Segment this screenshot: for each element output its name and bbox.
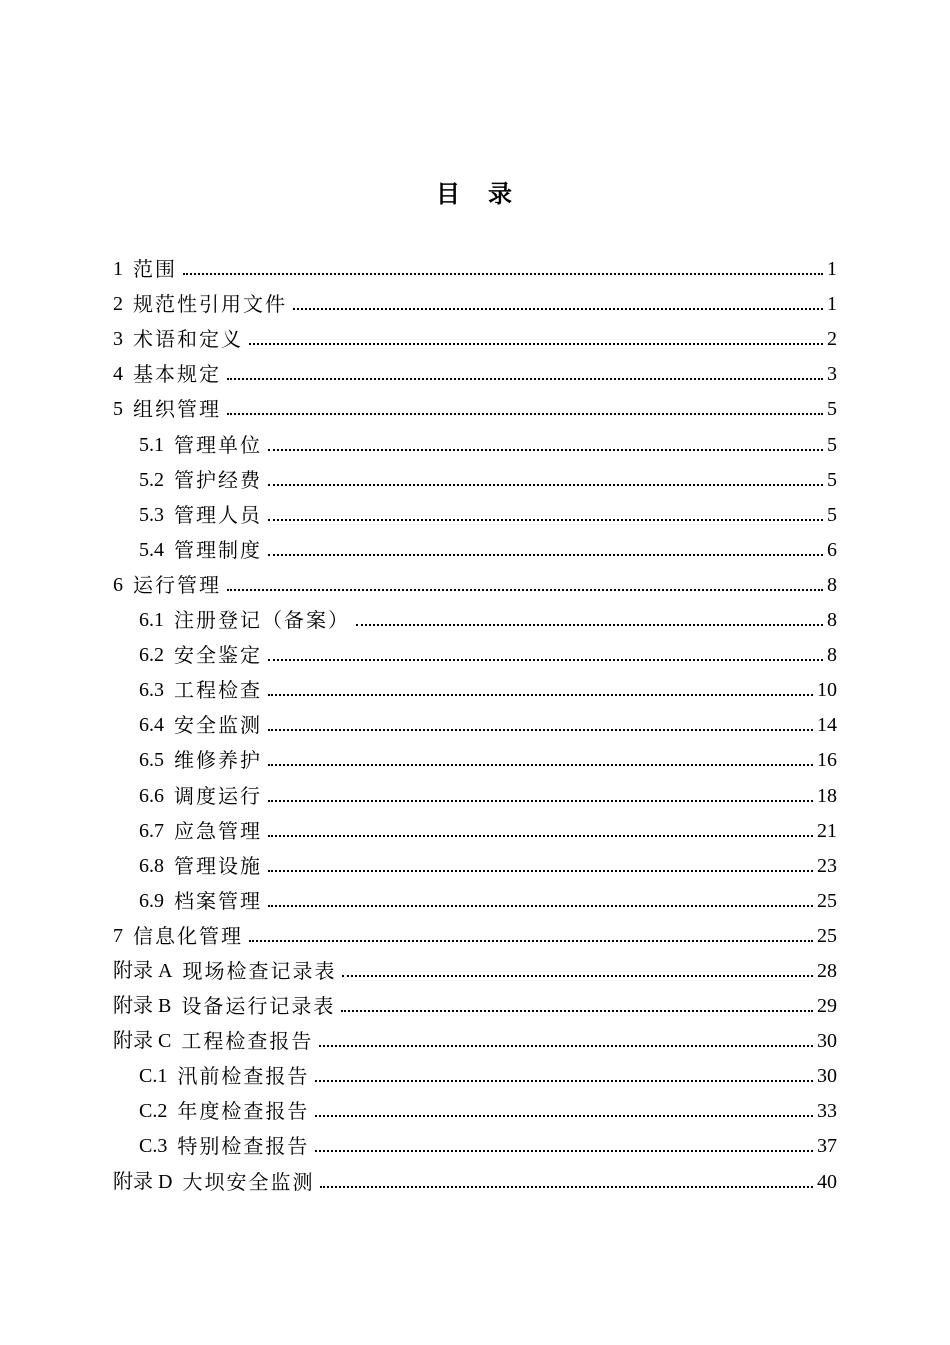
toc-entry-page-number: 1 [827,293,837,316]
toc-entry-page-number: 3 [827,363,837,386]
toc-entry-label: 设备运行记录表 [181,994,336,1019]
dot-leader [315,1080,813,1082]
toc-entry-number: 2 [113,293,123,316]
toc-entry-number: C.1 [139,1065,168,1088]
toc-entry-page-number: 33 [817,1100,837,1123]
toc-list [113,246,837,1194]
toc-entry-label: 调度运行 [174,783,262,808]
dot-leader [320,1186,813,1188]
dot-leader [268,870,813,872]
toc-entry[interactable] [113,983,837,1018]
toc-entry[interactable] [113,1158,837,1193]
toc-entry-label: 管理制度 [174,537,262,562]
toc-entry-number: 6 [113,573,123,596]
toc-entry[interactable] [113,1018,837,1053]
toc-entry[interactable] [113,386,837,421]
toc-entry-number: 附录 C [113,1030,172,1053]
dot-leader [227,378,823,380]
dot-leader [342,975,813,977]
toc-entry-number: 7 [113,924,123,947]
toc-entry-label: 维修养护 [174,748,262,773]
toc-entry[interactable] [113,1123,837,1158]
toc-entry-page-number: 21 [817,819,837,842]
toc-entry-number: 6.9 [139,889,164,912]
toc-entry-page-number: 8 [827,609,837,632]
toc-entry-page-number: 6 [827,538,837,561]
dot-leader [268,484,823,486]
toc-entry[interactable] [113,527,837,562]
toc-entry[interactable] [113,597,837,632]
dot-leader [249,940,813,942]
dot-leader [183,273,823,275]
toc-entry-label: 特别检查报告 [177,1134,310,1159]
toc-entry[interactable] [113,562,837,597]
toc-entry-number: 6.4 [139,714,164,737]
toc-entry-number: C.2 [139,1100,168,1123]
toc-entry[interactable] [113,632,837,667]
toc-entry[interactable] [113,421,837,456]
toc-entry-label: 管护经费 [174,467,262,492]
toc-entry-page-number: 8 [827,573,837,596]
toc-entry-number: 6.3 [139,679,164,702]
toc-entry-page-number: 18 [817,784,837,807]
toc-entry[interactable] [113,246,837,281]
toc-entry[interactable] [113,316,837,351]
dot-leader [268,659,823,661]
toc-entry[interactable] [113,457,837,492]
toc-entry-number: 5.1 [139,433,164,456]
toc-entry-label: 档案管理 [174,888,262,913]
toc-entry-page-number: 2 [827,328,837,351]
dot-leader [227,413,823,415]
toc-entry[interactable] [113,737,837,772]
toc-entry-page-number: 29 [817,995,837,1018]
toc-entry-page-number: 5 [827,398,837,421]
toc-entry[interactable] [113,913,837,948]
toc-entry-number: 附录 D [113,1170,173,1193]
toc-entry-label: 安全监测 [174,713,262,738]
dot-leader [268,800,813,802]
toc-entry-label: 注册登记（备案） [174,608,350,633]
toc-entry-number: 6.1 [139,609,164,632]
toc-entry-page-number: 5 [827,433,837,456]
toc-entry-page-number: 16 [817,749,837,772]
toc-entry[interactable] [113,492,837,527]
dot-leader [268,905,813,907]
dot-leader [268,694,813,696]
toc-entry-page-number: 25 [817,924,837,947]
toc-entry[interactable] [113,1053,837,1088]
toc-entry-page-number: 30 [817,1065,837,1088]
toc-entry-number: 6.5 [139,749,164,772]
toc-entry-label: 应急管理 [174,818,262,843]
toc-entry-label: 术语和定义 [133,327,243,352]
toc-entry-label: 工程检查 [174,678,262,703]
toc-entry-number: 5.4 [139,538,164,561]
toc-entry-label: 规范性引用文件 [133,292,287,317]
dot-leader [268,729,813,731]
toc-entry-number: 4 [113,363,123,386]
toc-entry-number: 5.3 [139,503,164,526]
toc-entry[interactable] [113,843,837,878]
toc-entry[interactable] [113,948,837,983]
toc-entry-label: 组织管理 [133,397,221,422]
dot-leader [249,343,823,345]
toc-entry-page-number: 8 [827,644,837,667]
toc-entry-page-number: 37 [817,1135,837,1158]
dot-leader [268,554,823,556]
toc-entry-label: 大坝安全监测 [182,1169,315,1194]
toc-entry-page-number: 10 [817,679,837,702]
dot-leader [227,589,823,591]
toc-entry[interactable] [113,1088,837,1123]
toc-entry-label: 汛前检查报告 [177,1064,310,1089]
toc-entry[interactable] [113,702,837,737]
toc-entry[interactable] [113,667,837,702]
toc-entry-label: 信息化管理 [133,923,243,948]
dot-leader [319,1045,813,1047]
toc-entry-number: 6.2 [139,644,164,667]
dot-leader [268,764,813,766]
toc-entry-label: 范围 [133,257,177,282]
toc-entry-number: 1 [113,258,123,281]
dot-leader [268,519,823,521]
toc-entry-label: 安全鉴定 [174,643,262,668]
toc-entry-label: 年度检查报告 [177,1099,310,1124]
dot-leader [315,1115,813,1117]
toc-entry-page-number: 5 [827,503,837,526]
toc-entry-page-number: 23 [817,854,837,877]
toc-entry-page-number: 14 [817,714,837,737]
toc-entry-number: 6.8 [139,854,164,877]
toc-entry-number: 附录 A [113,959,173,982]
toc-entry-number: C.3 [139,1135,168,1158]
toc-entry-number: 5 [113,398,123,421]
toc-entry-label: 管理单位 [174,432,262,457]
toc-entry-page-number: 5 [827,468,837,491]
toc-entry[interactable] [113,351,837,386]
dot-leader [268,835,813,837]
toc-entry-number: 5.2 [139,468,164,491]
toc-title: 目 录 [436,180,514,208]
toc-entry-number: 附录 B [113,995,172,1018]
toc-entry-number: 3 [113,328,123,351]
dot-leader [356,624,823,626]
toc-entry-number: 6.7 [139,819,164,842]
toc-entry-page-number: 40 [817,1170,837,1193]
toc-entry-label: 运行管理 [133,572,221,597]
dot-leader [341,1010,813,1012]
toc-entry[interactable] [113,281,837,316]
toc-entry-page-number: 28 [817,959,837,982]
toc-entry-page-number: 30 [817,1030,837,1053]
toc-entry-label: 工程检查报告 [181,1029,314,1054]
toc-entry-label: 现场检查记录表 [182,958,337,983]
dot-leader [293,308,823,310]
toc-entry[interactable] [113,878,837,913]
toc-entry-page-number: 25 [817,889,837,912]
toc-entry-label: 管理设施 [174,853,262,878]
toc-entry[interactable] [113,808,837,843]
dot-leader [268,449,823,451]
toc-entry-number: 6.6 [139,784,164,807]
toc-entry-label: 基本规定 [133,362,221,387]
toc-entry-page-number: 1 [827,258,837,281]
toc-entry[interactable] [113,772,837,807]
dot-leader [315,1150,813,1152]
toc-entry-label: 管理人员 [174,502,262,527]
